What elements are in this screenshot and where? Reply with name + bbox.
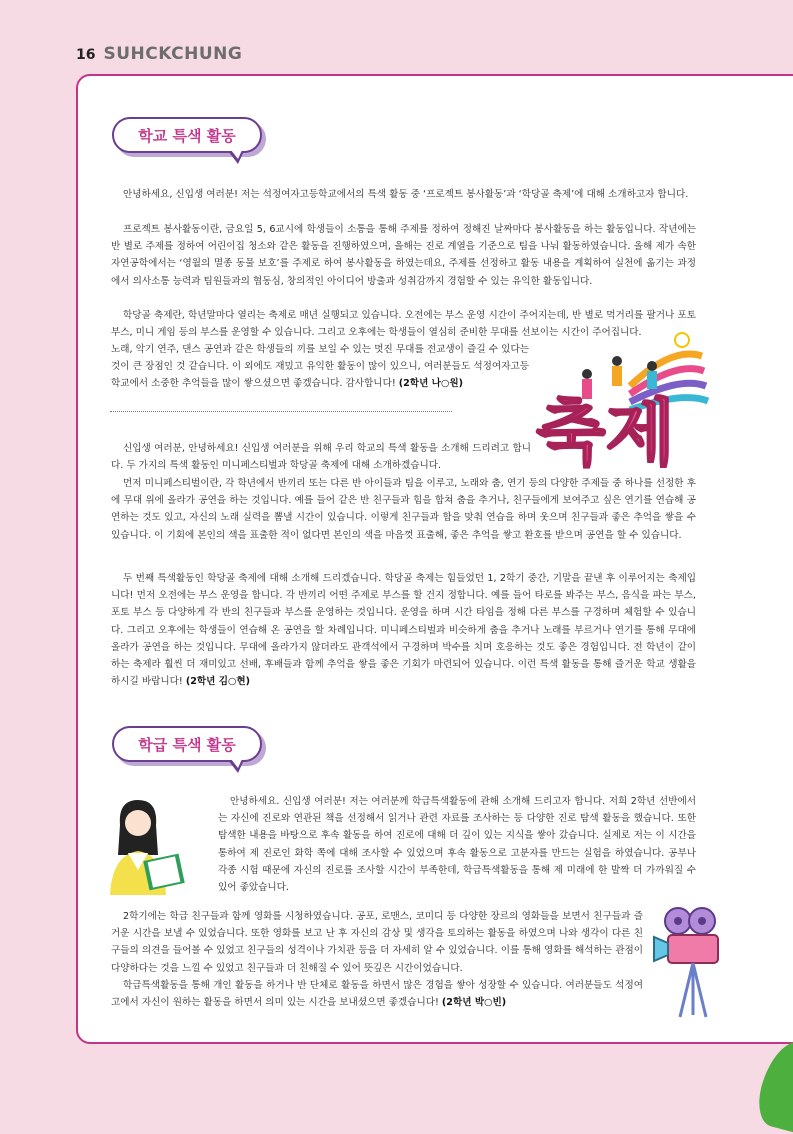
page-header bbox=[76, 44, 242, 64]
page-number: 16 bbox=[76, 47, 96, 63]
section2-paragraph2: 2학기에는 학급 친구들과 함께 영화를 시청하였습니다. 공포, 로맨스, 코미디 등 다양한 장르의 영화들을 보면서 친구들과 즐거운 시간을 보낼 수 있었습니다. 또한 영화를 보고 난 후 자신의 감상 및 생각을 토의하는 활동을 하였으며 나와 생각이 다른 친구들의 의견을 들어볼 수 있었고 친구들의 성격이나 가치관 등을 더 자세히 알 수 있었습니다. 이를 통해 영화를 해석하는 관점이 다양하다는 것을 느낄 수 있었고 친구들과 더 친해질 수 있어 뜻깊은 시간이었습니다. bbox=[111, 911, 643, 974]
magazine-name: SUHCKCHUNG bbox=[103, 44, 243, 64]
leaf-decoration bbox=[752, 1034, 793, 1133]
section2-title: 학급 특색 활동 bbox=[138, 735, 236, 754]
section2-title-bubble bbox=[112, 726, 262, 762]
article2-paragraph3: 두 번째 특색활동인 학당골 축제에 대해 소개해 드리겠습니다. 학당골 축제는 힘들었던 1, 2학기 중간, 기말을 끝낸 후 이루어지는 축제입니다! 먼저 오전에는 부스 운영을 합니다. 각 반끼리 어떤 주제로 부스를 할 건지 정합니다. 예를 들어 타로를 봐주는 부스, 음식을 파는 부스, 포토 부스 등 다양하게 각 반의 친구들과 부스를 운영하는 것입니다. 운영을 하며 시간 타임을 정해 다른 부스를 구경하며 체험할 수 있습니다. 그리고 오후에는 학생들이 연습해 온 공연을 할 차례입니다. 미니페스티벌과 비슷하게 춤을 추거나 노래를 부르거나 연기를 통해 무대에 올라가 공연을 하는 것입니다. 무대에 올라가지 않더라도 관객석에서 구경하며 박수를 치며 호응하는 것도 좋은 경험입니다. 전 학년이 같이 하는 축제라 훨씬 더 재미있고 선배, 후배들과 함께 추억을 쌓을 좋은 기회가 마련되어 있습니다. 이런 특색 활동을 통해 즐거운 학교 생활을 하시길 바랍니다! (2학년 김○현) bbox=[111, 573, 696, 688]
article1-paragraph2: 프로젝트 봉사활동이란, 금요일 5, 6교시에 학생들이 소통을 통해 주제를 정하여 정해진 날짜마다 봉사활동을 하는 활동입니다. 작년에는 반 별로 주제를 정하여 어린이집 청소와 같은 활동을 진행하였으며, 올해는 진로 계열을 기준으로 팀을 나눠 활동하였습니다. 올해 제가 속한 자연공학에서는 ‘영월의 멸종 동물 보호’를 주제로 하여 봉사활동을 하였는데요, 주제를 선정하고 활동 내용을 계획하여 실천에 옮기는 과정에서 의사소통 능력과 팀원들과의 협동심, 창의적인 아이디어 방출과 성취감까지 경험할 수 있는 유익한 활동입니다. bbox=[111, 224, 696, 287]
festival-text: 축제 bbox=[536, 391, 676, 475]
article1-signature: (2학년 나○원) bbox=[398, 378, 463, 390]
article2-paragraph2: 먼저 미니페스티벌이란, 각 학년에서 반끼리 또는 다른 반 아이들과 팀을 이루고, 노래와 춤, 연기 등의 다양한 주제들 중 하나를 선정한 후에 무대 위에 올라가 공연을 하는 것입니다. 예를 들어 같은 반 친구들과 힘을 합쳐 춤을 추거나, 친구들에게 보여주고 싶은 연기를 연습해 공연하는 것도 있고, 자신의 노래 실력을 뽐낼 시간이 있습니다. 이렇게 친구들과 합을 맞춰 연습을 하며 웃으며 친구들과 좋은 추억을 쌓을 수 있습니다. 이 기회에 본인의 색을 표출한 적이 없다면 본인의 색을 마음껏 표출해, 좋은 추억을 쌓고 환호를 받으며 공연을 할 수 있습니다. bbox=[111, 478, 696, 541]
dotted-divider bbox=[110, 411, 452, 412]
section2-paragraph3: 학급특색활동을 통해 개인 활동을 하거나 반 단체로 활동을 하면서 많은 경험을 쌓아 성장할 수 있습니다. 여러분들도 석정여고에서 자신이 원하는 활동을 하면서 의미 있는 시간을 보내셨으면 좋겠습니다! (2학년 박○빈) bbox=[111, 980, 643, 1009]
section1-title: 학교 특색 활동 bbox=[138, 126, 236, 145]
article1-paragraph3: 학당골 축제란, 학년말마다 열리는 축제로 매년 실행되고 있습니다. 오전에는 부스 운영 시간이 주어지는데, 반 별로 먹거리를 팔거나 포토부스, 미니 게임 등의 부스를 운영할 수 있습니다. 그리고 오후에는 학생들이 열심히 준비한 무대를 선보이는 시간이 주어집니다. bbox=[111, 310, 696, 339]
article1-paragraph4: 노래, 악기 연주, 댄스 공연과 같은 학생들의 끼를 보일 수 있는 멋진 무대를 전교생이 즐길 수 있다는 것이 큰 장점인 것 같습니다. 이 외에도 재밌고 유익한 활동이 많이 있으니, 여러분들도 석정여자고등학교에서 소중한 추억들을 많이 쌓으셨으면 좋겠습니다. 감사합니다! (2학년 나○원) bbox=[111, 344, 529, 390]
article2-paragraph1: 신입생 여러분, 안녕하세요! 신입생 여러분을 위해 우리 학교의 특색 활동을 소개해 드리려고 합니다. 두 가지의 특색 활동인 미니페스티벌과 학당골 축제에 대해 소개하겠습니다. bbox=[111, 443, 531, 472]
article2-signature: (2학년 김○현) bbox=[185, 676, 251, 688]
article1-paragraph1: 안녕하세요, 신입생 여러분! 저는 석정여자고등학교에서의 특색 활동 중 ‘프로젝트 봉사활동’과 ‘학당골 축제’에 대해 소개하고자 합니다. bbox=[123, 189, 689, 200]
content-card bbox=[76, 74, 793, 1044]
section2-paragraph1: 안녕하세요. 신입생 여러분! 저는 여러분께 학급특색활동에 관해 소개해 드리고자 합니다. 저희 2학년 선반에서는 자신에 진로와 연관된 책을 선정해서 읽거나 관련 자료를 조사하는 등 다양한 진로 탐색 활동을 했습니다. 또한 탐색한 내용을 바탕으로 후속 활동을 하여 진로에 대해 더 깊이 있는 지식을 쌓아 갔습니다. 실제로 저는 이 시간을 통하여 제 진로인 화학 쪽에 대해 조사할 수 있었으며 후속 활동으로 고분자를 만드는 실험을 하였습니다. 공부나 각종 시험 때문에 자신의 진로를 조사할 시간이 부족한데, 학급특색활동을 통해 제 미래에 한 발짝 더 가까워질 수 있어 좋았습니다. bbox=[218, 796, 696, 894]
section1-title-bubble bbox=[112, 117, 262, 153]
movie-camera-illustration bbox=[650, 905, 730, 1020]
section2-signature: (2학년 박○빈) bbox=[441, 997, 507, 1009]
reading-student-illustration bbox=[98, 795, 190, 895]
festival-illustration bbox=[532, 326, 710, 476]
